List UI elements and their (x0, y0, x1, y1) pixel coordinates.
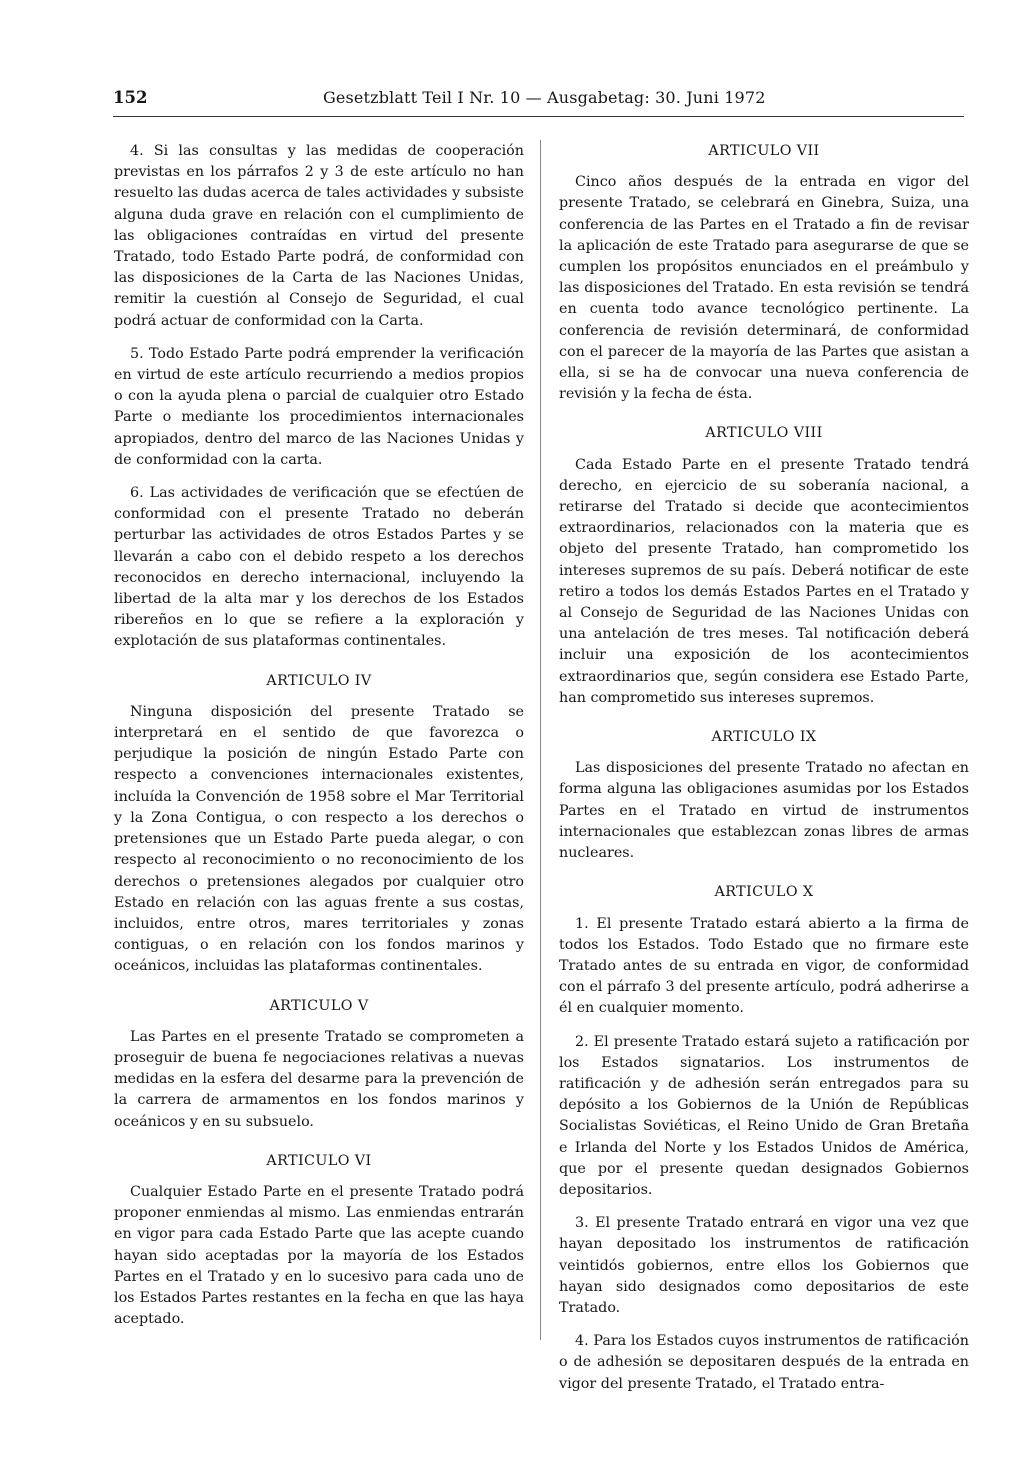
paragraph-5: 5. Todo Estado Parte podrá emprender la verificación en virtud de este artículo recurriendo a medios propios o con la ayuda plena o parcial de cualquier otro Estado Parte o mediante los procedimientos internacionales apropiados, dentro del marco de las Naciones Unidas y de conformidad con la carta. (114, 345, 524, 468)
article-8-heading: ARTICULO VIII (705, 425, 823, 442)
article-10-heading: ARTICULO X (714, 884, 814, 901)
article-8-text: Cada Estado Parte en el presente Tratado tendrá derecho, en ejercicio de su soberanía nacional, a retirarse del Tratado si decide que acontecimientos extraordinarios, relacionados con la materia que es objeto del presente Tratado, han comprometido los intereses supremos de su país. Deberá notificar de este retiro a todos los demás Estados Partes en el Tratado y al Consejo de Seguridad de las Naciones Unidas con una antelación de tres meses. Tal notificación deberá incluir una exposición de los acontecimientos extraordinarios que, según considera ese Estado Parte, han comprometido sus intereses supremos. (559, 456, 969, 706)
article-6-text: Cualquier Estado Parte en el presente Tratado podrá proponer enmiendas al mismo. Las enmiendas entrarán en vigor para cada Estado Parte que las acepte cuando hayan sido aceptadas por la mayoría de los Estados Partes en el Tratado y en lo sucesivo para cada uno de los Estados Partes restantes en la fecha en que las haya aceptado. (114, 1183, 524, 1328)
article-10-paragraph-2: 2. El presente Tratado estará sujeto a ratificación por los Estados signatarios. Los instrumentos de ratificación y de adhesión serán entregados para su depósito a los Gobiernos de la Unión de Repúblicas Socialistas Soviéticas, el Reino Unido de Gran Bretaña e Irlanda del Norte y los Estados Unidos de América, que por el presente quedan designados Gobiernos depositarios. (559, 1033, 969, 1198)
article-9-heading: ARTICULO IX (711, 729, 817, 746)
article-10-paragraph-3: 3. El presente Tratado entrará en vigor una vez que hayan depositado los instrumentos de ratificación veintidós gobiernos, entre ellos los Gobiernos que hayan sido designados como depositarios de este Tratado. (559, 1215, 969, 1316)
right-column (559, 141, 969, 1407)
article-10-paragraph-4: 4. Para los Estados cuyos instrumentos de ratificación o de adhesión se depositaren después de la entrada en vigor del presente Tratado, el Tratado entra- (559, 1333, 969, 1392)
article-4-heading: ARTICULO IV (266, 672, 372, 689)
article-5-text: Las Partes en el presente Tratado se comprometen a proseguir de buena fe negociaciones relativas a nuevas medidas en la esfera del desarme para la prevención de la carrera de armamentos en los fondos marinos y oceánicos y en su subsuelo. (114, 1028, 524, 1130)
article-7-text: Cinco años después de la entrada en vigor del presente Tratado, se celebrará en Ginebra, Suiza, una conferencia de las Partes en el Tratado a fin de revisar la aplicación de este Tratado para asegurarse de que se cumplen los propósitos enunciados en el preámbulo y las disposiciones del Tratado. En esta revisión se tendrá en cuenta todo avance tecnológico pertinente. La conferencia de revisión determinará, de conformidad con el parecer de la mayoría de las Partes que asistan a ella, si se ha de convocar una nueva conferencia de revisión y la fecha de ésta. (559, 174, 969, 403)
paragraph-6: 6. Las actividades de verificación que se efectúen de conformidad con el presente Tratado no deberán perturbar las actividades de otros Estados Partes y se llevarán a cabo con el debido respeto a los derechos reconocidos en derecho internacional, incluyendo la libertad de la alta mar y los derechos de los Estados ribereños en lo que se refiere a la exploración y explotación de sus plataformas continentales. (114, 485, 524, 650)
column-divider (540, 140, 541, 1340)
article-7-heading: ARTICULO VII (708, 143, 820, 159)
article-9-text: Las disposiciones del presente Tratado no afectan en forma alguna las obligaciones asumidas por los Estados Partes en el Tratado en virtud de instrumentos internacionales que establezcan zonas libres de armas nucleares. (559, 760, 969, 862)
page-number: 152 (113, 88, 148, 107)
article-6-heading: ARTICULO VI (266, 1152, 372, 1169)
article-5-heading: ARTICULO V (269, 997, 369, 1014)
page-header (113, 88, 964, 114)
paragraph-4: 4. Si las consultas y las medidas de cooperación previstas en los párrafos 2 y 3 de este artículo no han resuelto las dudas acerca de tales actividades y subsiste alguna duda grave en relación con el cumplimiento de las obligaciones contraídas en virtud del presente Tratado, todo Estado Parte podrá, de conformidad con las disposiciones de la Carta de las Naciones Unidas, remitir la cuestión al Consejo de Seguridad, el cual podrá actuar de conformidad con la Carta. (114, 143, 524, 329)
article-10-paragraph-1: 1. El presente Tratado estará abierto a la firma de todos los Estados. Todo Estado que no firmare este Tratado antes de su entrada en vigor, de conformidad con el párrafo 3 del presente artículo, podrá adherirse a él en cualquier momento. (559, 915, 969, 1017)
running-title: Gesetzblatt Teil I Nr. 10 — Ausgabetag: 30. Juni 1972 (323, 88, 766, 107)
left-column (114, 141, 524, 1342)
header-rule (113, 116, 964, 117)
article-4-text: Ninguna disposición del presente Tratado se interpretará en el sentido de que favorezca o perjudique la posición de ningún Estado Parte con respecto a convenciones internacionales existentes, incluída la Convención de 1958 sobre el Mar Territorial y la Zona Contigua, o con respecto a los derechos o pretensiones que un Estado Parte pueda alegar, o con respecto al reconocimiento o no reconocimiento de los derechos o pretensiones alegados por cualquier otro Estado en relación con las aguas frente a sus costas, incluidos, entre otros, mares territoriales y zonas contiguas, o en relación con los fondos marinos y oceánicos, incluidas las plataformas continentales. (114, 703, 524, 975)
